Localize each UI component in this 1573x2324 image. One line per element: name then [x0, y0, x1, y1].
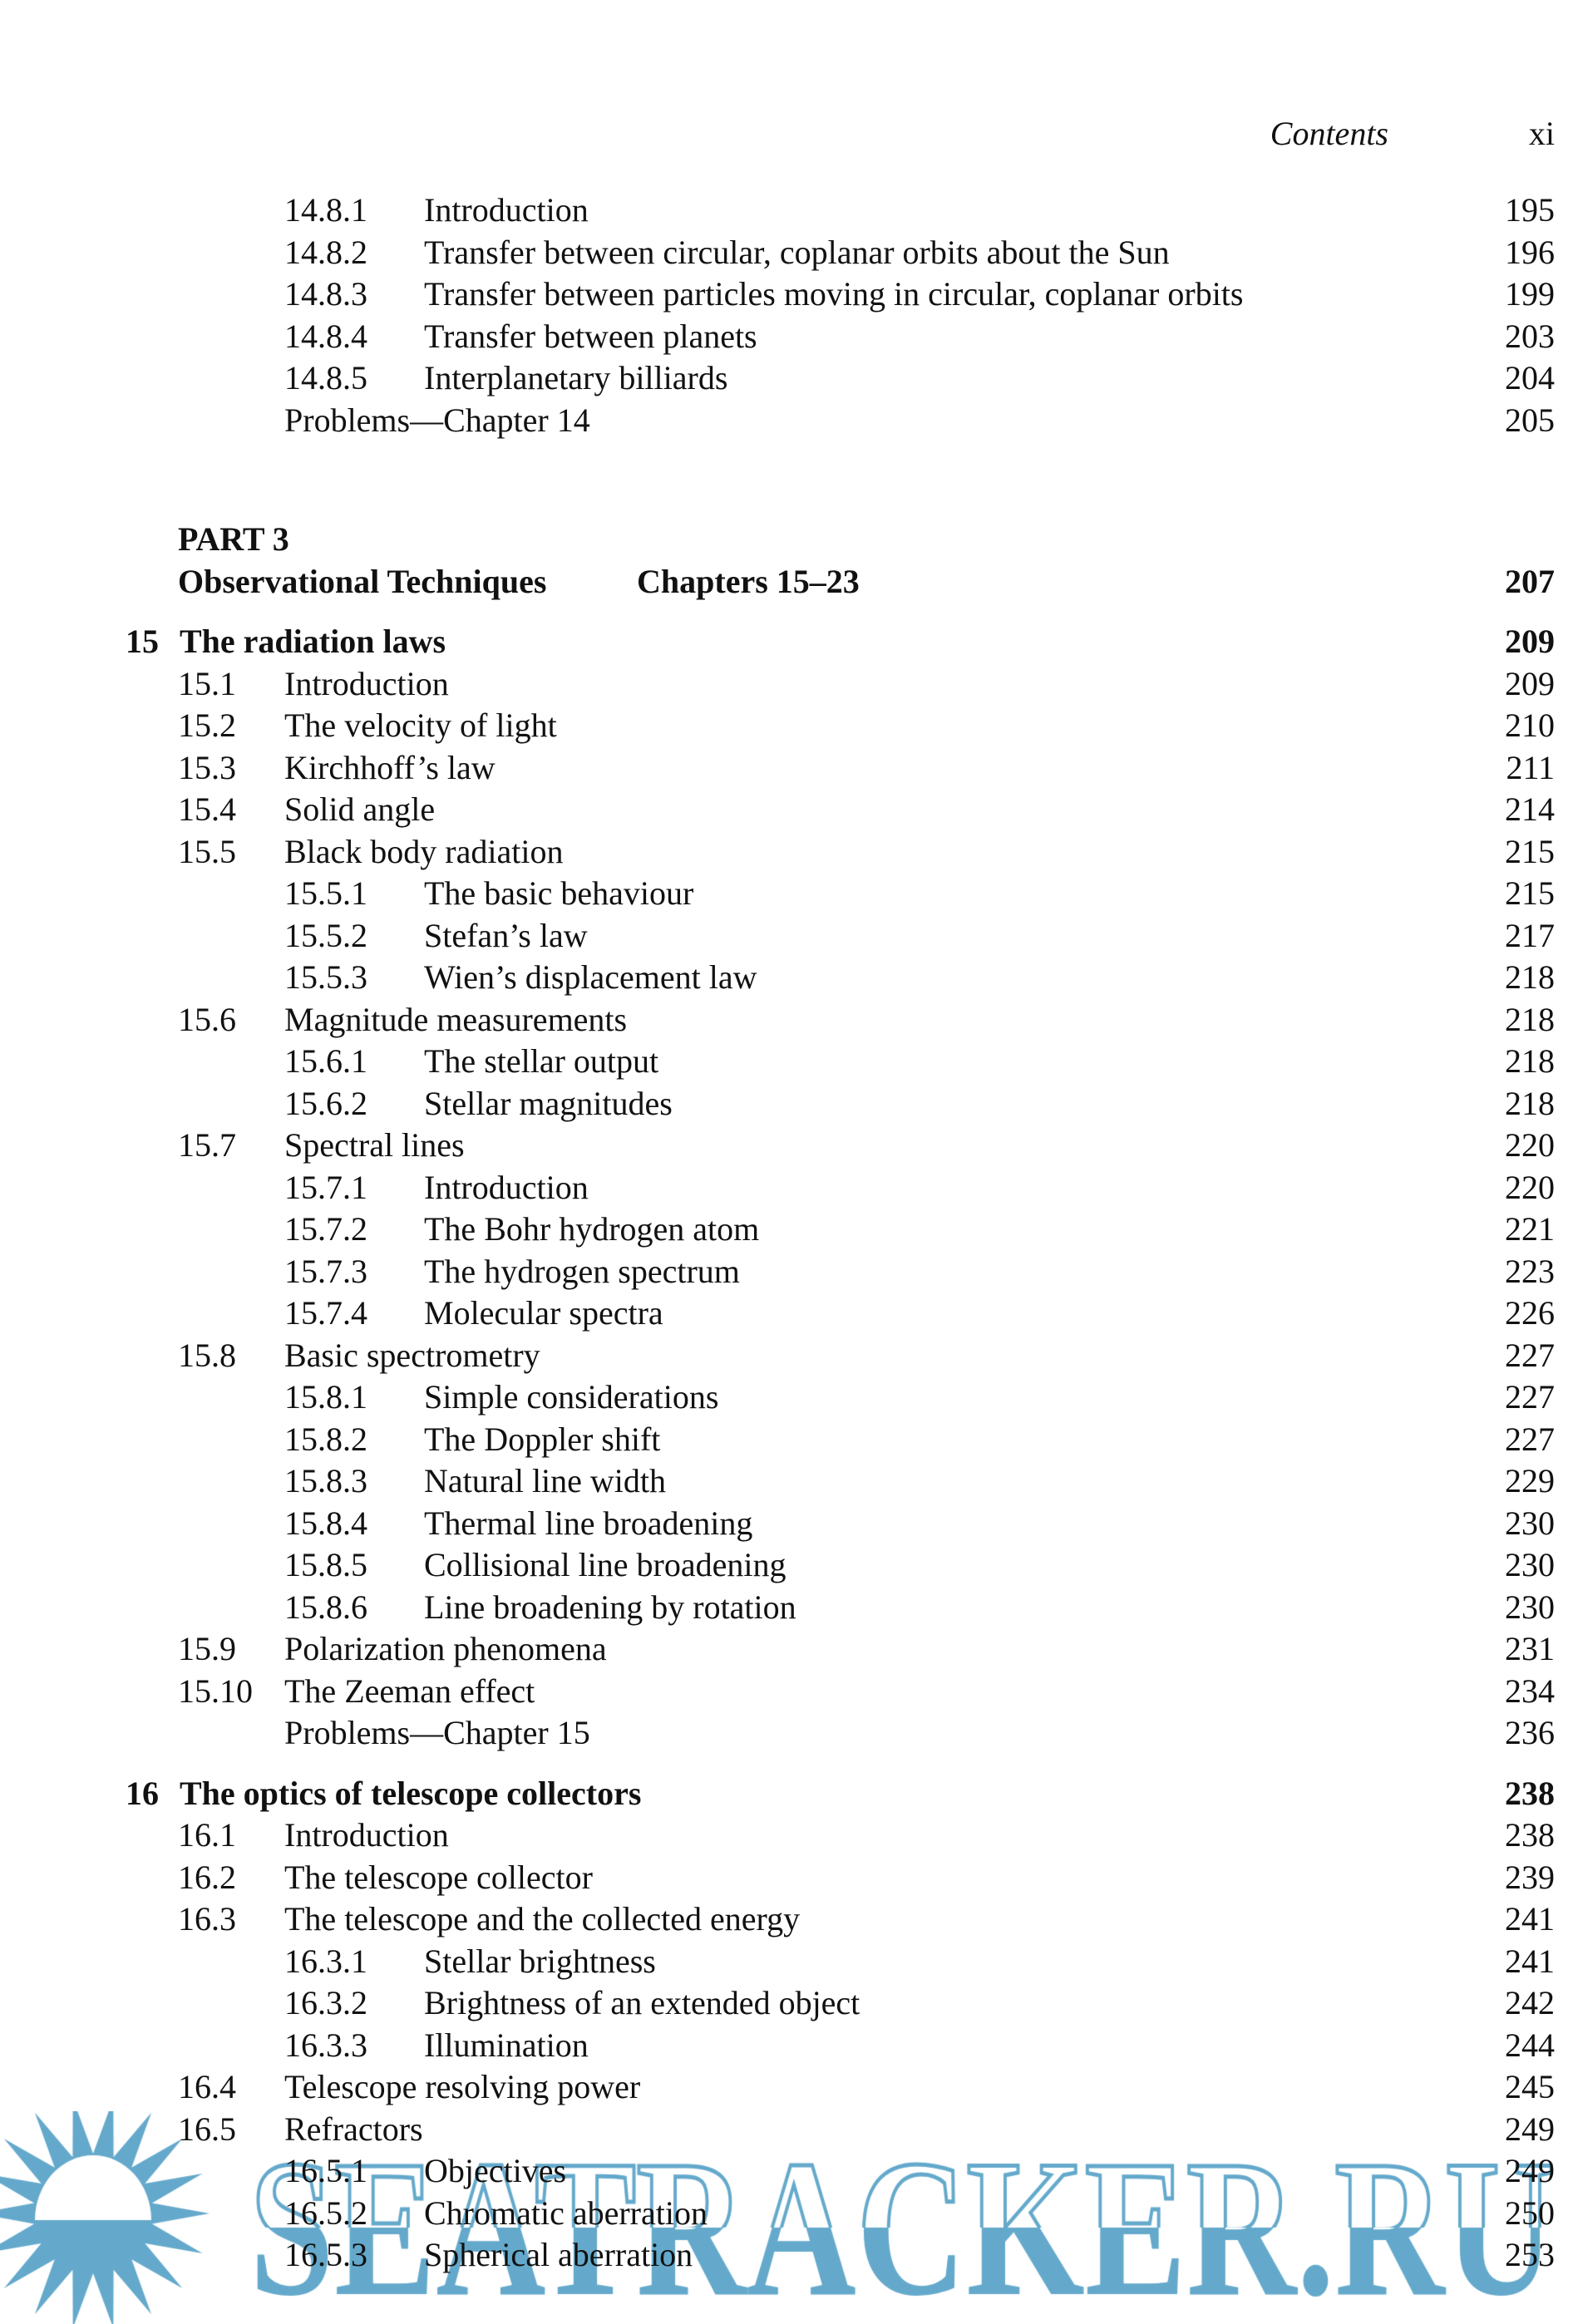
entry-title: Black body radiation — [284, 832, 564, 870]
entry-number: 15.7 — [178, 1126, 236, 1164]
running-header-title: Contents — [1270, 115, 1388, 152]
entry-number: 15.6.1 — [284, 1042, 367, 1080]
entry-title: Transfer between particles moving in circular, coplanar orbits — [424, 275, 1244, 313]
entry-number: 14.8.1 — [284, 191, 367, 229]
entry-title: Telescope resolving power — [284, 2068, 641, 2105]
toc-entry — [0, 273, 1573, 316]
toc-entry — [0, 957, 1573, 999]
toc-entry — [0, 2234, 1573, 2277]
entry-title: Natural line width — [424, 1462, 667, 1499]
entry-number: 15.4 — [178, 790, 236, 828]
entry-title: The telescope and the collected energy — [284, 1900, 801, 1937]
toc-entry — [0, 2066, 1573, 2109]
entry-title: Objectives — [424, 2152, 567, 2189]
toc-entry — [0, 705, 1573, 747]
entry-number: 15.7.3 — [284, 1252, 367, 1290]
entry-page: 205 — [1505, 401, 1555, 439]
toc-entry — [0, 1587, 1573, 1629]
entry-page: 209 — [1505, 664, 1555, 702]
entry-title: Problems—Chapter 14 — [284, 401, 590, 439]
toc-entry — [0, 1671, 1573, 1713]
entry-title: Polarization phenomena — [284, 1630, 607, 1667]
entry-number: 15.5.1 — [284, 874, 367, 912]
toc-chapter-entry — [0, 621, 1573, 663]
entry-number: 16.1 — [178, 1816, 236, 1854]
entry-number: 15.8 — [178, 1336, 236, 1374]
entry-title: Basic spectrometry — [284, 1336, 540, 1374]
toc-entry — [0, 1503, 1573, 1545]
entry-page: 218 — [1505, 1000, 1555, 1038]
entry-title: The basic behaviour — [424, 874, 694, 912]
entry-page: 242 — [1505, 1984, 1555, 2021]
entry-number: 15.5 — [178, 832, 236, 870]
entry-page: 226 — [1505, 1294, 1555, 1332]
entry-page: 227 — [1505, 1420, 1555, 1458]
entry-title: Refractors — [284, 2110, 423, 2148]
toc-entry — [0, 1251, 1573, 1293]
entry-page: 214 — [1505, 790, 1555, 828]
entry-title: The Bohr hydrogen atom — [424, 1210, 760, 1248]
entry-page: 244 — [1505, 2026, 1555, 2064]
entry-title: Interplanetary billiards — [424, 359, 728, 396]
entry-title: Problems—Chapter 15 — [284, 1714, 590, 1751]
entry-title: Thermal line broadening — [424, 1504, 753, 1542]
toc-entry — [0, 2109, 1573, 2151]
entry-page: 220 — [1505, 1126, 1555, 1164]
toc-entry — [0, 400, 1573, 442]
toc-entry — [0, 1041, 1573, 1083]
entry-title: The Doppler shift — [424, 1420, 661, 1458]
entry-page: 227 — [1505, 1378, 1555, 1416]
entry-page: 230 — [1505, 1546, 1555, 1583]
entry-title: Introduction — [284, 1816, 449, 1854]
entry-number: 14.8.2 — [284, 233, 367, 271]
toc-entry — [0, 663, 1573, 706]
entry-title: The optics of telescope collectors — [180, 1774, 642, 1812]
toc-entry — [0, 1628, 1573, 1671]
entry-title: Spherical aberration — [424, 2236, 693, 2273]
entry-number: 15.6.2 — [284, 1084, 367, 1122]
entry-page: 215 — [1505, 874, 1555, 912]
toc-entry — [0, 915, 1573, 958]
entry-number: 16.3.2 — [284, 1984, 367, 2021]
entry-page: 196 — [1505, 233, 1555, 271]
entry-number: 15.6 — [178, 1000, 236, 1038]
entry-number: 15.2 — [178, 707, 236, 744]
toc-entry — [0, 2193, 1573, 2235]
toc-entry — [0, 873, 1573, 915]
toc-entry — [0, 1857, 1573, 1899]
entry-number: 14.8.4 — [284, 317, 367, 355]
toc-entry — [0, 1292, 1573, 1335]
toc-entry — [0, 1125, 1573, 1167]
entry-title: Brightness of an extended object — [424, 1984, 860, 2021]
entry-number: 16.2 — [178, 1858, 236, 1896]
toc-entry — [0, 2150, 1573, 2193]
entry-page: 253 — [1505, 2236, 1555, 2273]
entry-number: 15.8.4 — [284, 1504, 367, 1542]
toc-entry — [0, 1419, 1573, 1461]
entry-number: 15.7.1 — [284, 1168, 367, 1206]
entry-title: The velocity of light — [284, 707, 557, 744]
toc-entry — [0, 1335, 1573, 1377]
entry-title: The telescope collector — [284, 1858, 593, 1896]
entry-number: 16.5.2 — [284, 2194, 367, 2232]
entry-title: Transfer between circular, coplanar orbits about the Sun — [424, 233, 1170, 271]
entry-number: 16.3.1 — [284, 1942, 367, 1980]
entry-title: Observational Techniques — [178, 562, 547, 600]
entry-page: 220 — [1505, 1168, 1555, 1206]
entry-title: Chromatic aberration — [424, 2194, 708, 2232]
entry-page: 249 — [1505, 2110, 1555, 2148]
entry-page: 236 — [1505, 1714, 1555, 1751]
toc-part-entry — [0, 519, 1573, 561]
entry-page: 229 — [1505, 1462, 1555, 1499]
entry-title: The stellar output — [424, 1042, 659, 1080]
entry-number: 15.3 — [178, 748, 236, 786]
entry-title: Line broadening by rotation — [424, 1588, 796, 1626]
entry-title: The Zeeman effect — [284, 1672, 535, 1710]
entry-number: 15.8.1 — [284, 1378, 367, 1416]
entry-title: Transfer between planets — [424, 317, 757, 355]
entry-page: 215 — [1505, 832, 1555, 870]
toc-entry — [0, 316, 1573, 358]
entry-page: 218 — [1505, 958, 1555, 996]
entry-title: Simple considerations — [424, 1378, 719, 1416]
entry-number: 15.8.2 — [284, 1420, 367, 1458]
entry-number: 14.8.5 — [284, 359, 367, 396]
entry-page: 199 — [1505, 275, 1555, 313]
entry-page: 231 — [1505, 1630, 1555, 1667]
entry-page: 239 — [1505, 1858, 1555, 1896]
toc-entry — [0, 1460, 1573, 1503]
toc-entry — [0, 1982, 1573, 2025]
entry-title: Illumination — [424, 2026, 589, 2064]
entry-number: 16.4 — [178, 2068, 236, 2105]
entry-page: 227 — [1505, 1336, 1555, 1374]
entry-title: Stefan’s law — [424, 916, 588, 954]
entry-page: 218 — [1505, 1042, 1555, 1080]
toc-entry — [0, 1814, 1573, 1857]
toc-entry — [0, 232, 1573, 274]
entry-page: 241 — [1505, 1942, 1555, 1980]
entry-number: 15.8.3 — [284, 1462, 367, 1499]
entry-page: 218 — [1505, 1084, 1555, 1122]
entry-number: 15.10 — [178, 1672, 253, 1710]
entry-title: Introduction — [424, 1168, 589, 1206]
entry-page: 245 — [1505, 2068, 1555, 2105]
entry-page: 238 — [1505, 1774, 1555, 1812]
entry-number: 15.7.4 — [284, 1294, 367, 1332]
toc-entry — [0, 357, 1573, 400]
toc-entry — [0, 999, 1573, 1041]
entry-number: 15.5.3 — [284, 958, 367, 996]
entry-title: Collisional line broadening — [424, 1546, 786, 1583]
toc-entry — [0, 1209, 1573, 1251]
entry-number: 16.5.3 — [284, 2236, 367, 2273]
entry-title: The radiation laws — [180, 623, 446, 660]
entry-title: Introduction — [284, 664, 449, 702]
entry-number: 16 — [126, 1774, 159, 1812]
toc-entry — [0, 2025, 1573, 2067]
entry-number: 16.5.1 — [284, 2152, 367, 2189]
toc-chapter-entry — [0, 1773, 1573, 1815]
entry-title: Introduction — [424, 191, 589, 229]
entry-title: Kirchhoff’s law — [284, 748, 496, 786]
entry-page: 221 — [1505, 1210, 1555, 1248]
entry-title: Molecular spectra — [424, 1294, 663, 1332]
entry-number: 15.1 — [178, 664, 236, 702]
toc-entry — [0, 1376, 1573, 1419]
entry-page: 241 — [1505, 1900, 1555, 1937]
entry-number: 16.3.3 — [284, 2026, 367, 2064]
entry-number: 15.9 — [178, 1630, 236, 1667]
toc-part-entry — [0, 561, 1573, 603]
entry-page: 203 — [1505, 317, 1555, 355]
toc-entry — [0, 190, 1573, 232]
toc-entry — [0, 1898, 1573, 1941]
entry-page: 217 — [1505, 916, 1555, 954]
toc-entry — [0, 1167, 1573, 1209]
entry-page: 249 — [1505, 2152, 1555, 2189]
toc-entry — [0, 747, 1573, 790]
toc-entry — [0, 1083, 1573, 1125]
entry-title: The hydrogen spectrum — [424, 1252, 740, 1290]
table-of-contents — [0, 190, 1573, 2277]
entry-title: Stellar magnitudes — [424, 1084, 673, 1122]
entry-title: Stellar brightness — [424, 1942, 656, 1980]
entry-number: 15.8.5 — [284, 1546, 367, 1583]
entry-page: 223 — [1505, 1252, 1555, 1290]
part-chapters-range: Chapters 15–23 — [637, 562, 860, 600]
entry-number: 15.8.6 — [284, 1588, 367, 1626]
entry-number: 14.8.3 — [284, 275, 367, 313]
entry-number: 15.7.2 — [284, 1210, 367, 1248]
entry-page: 195 — [1505, 191, 1555, 229]
entry-number: 15 — [126, 623, 159, 660]
page-number: xi — [1528, 115, 1555, 152]
entry-page: 230 — [1505, 1588, 1555, 1626]
entry-number: 15.5.2 — [284, 916, 367, 954]
entry-page: 250 — [1505, 2194, 1555, 2232]
entry-page: 207 — [1505, 562, 1555, 600]
entry-page: 234 — [1505, 1672, 1555, 1710]
entry-title: Magnitude measurements — [284, 1000, 628, 1038]
entry-page: 238 — [1505, 1816, 1555, 1854]
entry-page: 211 — [1506, 748, 1555, 786]
toc-entry — [0, 1712, 1573, 1755]
toc-entry — [0, 831, 1573, 874]
toc-entry — [0, 789, 1573, 831]
toc-entry — [0, 1544, 1573, 1587]
entry-number: 16.5 — [178, 2110, 236, 2148]
toc-entry — [0, 1941, 1573, 1983]
entry-number: 16.3 — [178, 1900, 236, 1937]
entry-page: 230 — [1505, 1504, 1555, 1542]
entry-title: Spectral lines — [284, 1126, 465, 1164]
entry-title: PART 3 — [178, 520, 289, 558]
entry-title: Solid angle — [284, 790, 436, 828]
entry-title: Wien’s displacement law — [424, 958, 757, 996]
entry-page: 210 — [1505, 707, 1555, 744]
entry-page: 204 — [1505, 359, 1555, 396]
entry-page: 209 — [1505, 623, 1555, 660]
